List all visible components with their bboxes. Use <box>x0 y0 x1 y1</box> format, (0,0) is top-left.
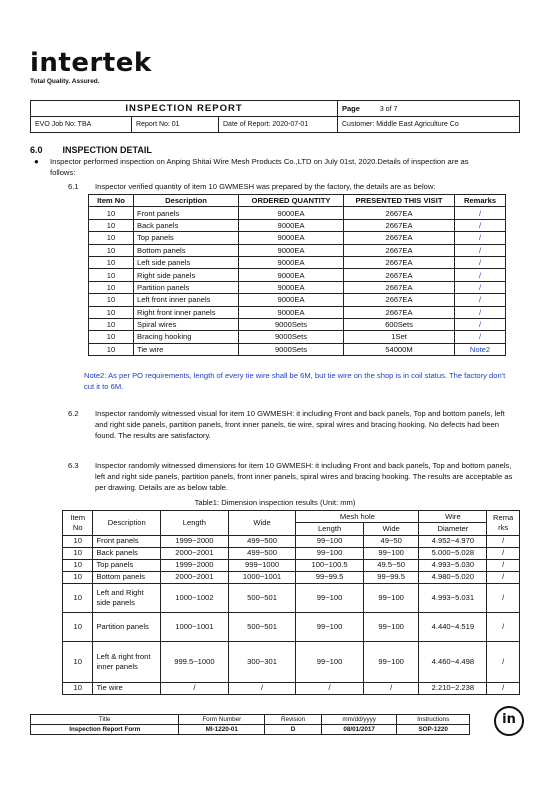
dim-mesh-length: 99~100 <box>296 641 363 682</box>
qty-presented: 2667EA <box>344 256 455 268</box>
dim-mesh-wide: 99~100 <box>363 583 419 612</box>
qty-presented: 2667EA <box>344 244 455 256</box>
footer-form-number-value: MI-1220-01 <box>179 725 265 735</box>
qty-presented: 2667EA <box>344 281 455 293</box>
dim-table-row <box>63 559 520 571</box>
qty-ordered: 9000EA <box>239 306 344 318</box>
dim-mesh-length: 99~100 <box>296 583 363 612</box>
qty-description: Back panels <box>134 219 239 231</box>
dim-wide: 500~501 <box>228 612 296 641</box>
dim-item-no: 10 <box>63 641 93 682</box>
quantity-table <box>88 194 506 356</box>
section-number: 6.0 <box>30 145 43 155</box>
dim-length: 2000~2001 <box>161 571 229 583</box>
dim-length: / <box>161 682 229 694</box>
dim-wide: 999~1000 <box>228 559 296 571</box>
qty-header-item: Item No <box>89 195 134 207</box>
dim-table-row <box>63 641 520 682</box>
dim-description: Front panels <box>93 535 161 547</box>
qty-presented: 2667EA <box>344 232 455 244</box>
dim-remarks: / <box>487 559 520 571</box>
dim-description: Left and Right side panels <box>93 583 161 612</box>
page-label: Page <box>342 104 360 113</box>
qty-ordered: 9000EA <box>239 207 344 219</box>
report-no: Report No: 01 <box>132 117 219 133</box>
qty-remarks: / <box>455 306 506 318</box>
p63-number: 6.3 <box>68 461 79 470</box>
dim-wire-diameter: 4.952~4.970 <box>419 535 487 547</box>
dim-item-no: 10 <box>63 535 93 547</box>
p61-text: Inspector verified quantity of item 10 GWMESH was prepared by the factory, the details are as below: <box>95 182 436 191</box>
qty-remarks: / <box>455 244 506 256</box>
footer-date-label: mm/dd/yyyy <box>321 715 396 725</box>
dim-description: Bottom panels <box>93 571 161 583</box>
qty-presented: 2667EA <box>344 294 455 306</box>
dim-header-mesh-hole: Mesh hole <box>296 511 419 523</box>
qty-remarks: / <box>455 331 506 343</box>
qty-item-no: 10 <box>89 331 134 343</box>
qty-ordered: 9000EA <box>239 294 344 306</box>
dim-mesh-length: 99~100 <box>296 535 363 547</box>
qty-item-no: 10 <box>89 244 134 256</box>
dim-remarks: / <box>487 612 520 641</box>
bullet-icon: ● <box>34 157 39 166</box>
dim-remarks: / <box>487 583 520 612</box>
qty-item-no: 10 <box>89 269 134 281</box>
qty-item-no: 10 <box>89 281 134 293</box>
dim-header-length: Length <box>161 511 229 536</box>
dim-header-wire: Wire <box>419 511 487 523</box>
badge-text: in <box>502 712 516 727</box>
dim-remarks: / <box>487 571 520 583</box>
dim-table-row <box>63 547 520 559</box>
section-title: INSPECTION DETAIL <box>62 145 152 155</box>
qty-remarks: / <box>455 207 506 219</box>
dim-mesh-wide: 49.5~50 <box>363 559 419 571</box>
dim-mesh-length: 100~100.5 <box>296 559 363 571</box>
dim-remarks: / <box>487 641 520 682</box>
p63-text: Inspector randomly witnessed dimensions for item 10 GWMESH: it including Front and back panels, Top and bottom panels, left and right side panels, partition panels, front inner panels, spiral wires and bracing hooking. The results are acceptable as per drawing. Details are as below table. <box>95 461 513 492</box>
evo-job-no: EVO Job No: TBA <box>31 117 132 133</box>
dim-remarks: / <box>487 547 520 559</box>
qty-ordered: 9000Sets <box>239 343 344 355</box>
qty-ordered: 9000EA <box>239 256 344 268</box>
qty-description: Tie wire <box>134 343 239 355</box>
dim-item-no: 10 <box>63 583 93 612</box>
dim-mesh-wide: 99~100 <box>363 612 419 641</box>
qty-item-no: 10 <box>89 343 134 355</box>
dim-item-no: 10 <box>63 547 93 559</box>
qty-item-no: 10 <box>89 306 134 318</box>
dim-table-row <box>63 583 520 612</box>
qty-table-row <box>89 232 506 244</box>
dim-mesh-wide: / <box>363 682 419 694</box>
footer-title-value: Inspection Report Form <box>31 725 179 735</box>
qty-remarks: / <box>455 219 506 231</box>
logo-wordmark: intertek <box>30 48 152 78</box>
form-footer <box>30 714 470 735</box>
dim-wide: 500~501 <box>228 583 296 612</box>
dim-header-item: Item No <box>63 511 93 536</box>
logo-tagline: Total Quality. Assured. <box>30 78 100 85</box>
qty-description: Left side panels <box>134 256 239 268</box>
dim-wire-diameter: 4.460~4.498 <box>419 641 487 682</box>
dim-header-wire-diameter: Diameter <box>419 523 487 535</box>
qty-remarks: / <box>455 294 506 306</box>
qty-description: Left front inner panels <box>134 294 239 306</box>
table1-caption: Table1: Dimension inspection results (Unit: mm) <box>194 498 356 507</box>
report-header <box>30 100 520 133</box>
dim-wire-diameter: 4.993~5.030 <box>419 559 487 571</box>
qty-ordered: 9000Sets <box>239 318 344 330</box>
qty-header-description: Description <box>134 195 239 207</box>
qty-remarks: / <box>455 232 506 244</box>
dim-length: 1999~2000 <box>161 535 229 547</box>
dim-remarks: / <box>487 682 520 694</box>
qty-item-no: 10 <box>89 294 134 306</box>
dim-item-no: 10 <box>63 571 93 583</box>
dim-item-no: 10 <box>63 682 93 694</box>
p62-text: Inspector randomly witnessed visual for item 10 GWMESH: it including Front and back panels, Top and bottom panels, left and right side panels, partition panels, front inner panels, tie wire, spiral wires and bracing hooking. No defects had been found. The results are satisfactory. <box>95 409 505 440</box>
dim-wide: 300~301 <box>228 641 296 682</box>
dim-header-mesh-wide: Wide <box>363 523 419 535</box>
qty-ordered: 9000EA <box>239 219 344 231</box>
dim-wide: 499~500 <box>228 547 296 559</box>
qty-description: Front panels <box>134 207 239 219</box>
dim-description: Tie wire <box>93 682 161 694</box>
dim-wide: 1000~1001 <box>228 571 296 583</box>
note2-text: Note2: As per PO requirements, length of every tie wire shall be 6M, but tie wire on the shop is in coil status. The factory don't cut it to 6M. <box>84 371 506 391</box>
qty-description: Spiral wires <box>134 318 239 330</box>
qty-table-row <box>89 294 506 306</box>
qty-table-row <box>89 207 506 219</box>
p61-number: 6.1 <box>68 182 79 191</box>
qty-presented: 2667EA <box>344 219 455 231</box>
footer-instructions-label: Instructions <box>397 715 470 725</box>
qty-presented: 54000M <box>344 343 455 355</box>
qty-header-remarks: Remarks <box>455 195 506 207</box>
qty-description: Bottom panels <box>134 244 239 256</box>
dim-length: 2000~2001 <box>161 547 229 559</box>
dim-mesh-wide: 99~99.5 <box>363 571 419 583</box>
dim-description: Left & right front inner panels <box>93 641 161 682</box>
dim-mesh-length: 99~99.5 <box>296 571 363 583</box>
qty-table-row <box>89 343 506 355</box>
qty-remarks: Note2 <box>455 343 506 355</box>
footer-revision-value: D <box>265 725 322 735</box>
dim-header-mesh-length: Length <box>296 523 363 535</box>
dim-table-row <box>63 571 520 583</box>
dim-mesh-wide: 49~50 <box>363 535 419 547</box>
section-heading <box>30 145 152 155</box>
report-title: INSPECTION REPORT <box>31 101 338 117</box>
qty-item-no: 10 <box>89 256 134 268</box>
dim-wire-diameter: 4.993~5.031 <box>419 583 487 612</box>
qty-presented: 2667EA <box>344 269 455 281</box>
dim-mesh-wide: 99~100 <box>363 547 419 559</box>
qty-header-ordered: ORDERED QUANTITY <box>239 195 344 207</box>
qty-ordered: 9000EA <box>239 281 344 293</box>
qty-item-no: 10 <box>89 219 134 231</box>
dim-table-row <box>63 682 520 694</box>
dim-table-row <box>63 612 520 641</box>
dim-description: Back panels <box>93 547 161 559</box>
qty-item-no: 10 <box>89 318 134 330</box>
footer-instructions-value: SOP-1220 <box>397 725 470 735</box>
qty-description: Top panels <box>134 232 239 244</box>
dim-header-remarks: Rema rks <box>487 511 520 536</box>
qty-ordered: 9000EA <box>239 269 344 281</box>
dim-mesh-length: 99~100 <box>296 547 363 559</box>
qty-description: Bracing hooking <box>134 331 239 343</box>
page-value: 3 of 7 <box>379 106 398 113</box>
dim-length: 1000~1001 <box>161 612 229 641</box>
dim-header-description: Description <box>93 511 161 536</box>
qty-description: Right front inner panels <box>134 306 239 318</box>
footer-form-number-label: Form Number <box>179 715 265 725</box>
footer-date-value: 08/01/2017 <box>321 725 396 735</box>
qty-item-no: 10 <box>89 232 134 244</box>
qty-remarks: / <box>455 318 506 330</box>
customer: Customer: Middle East Agriculture Co <box>338 117 520 133</box>
qty-ordered: 9000EA <box>239 244 344 256</box>
page-indicator <box>338 101 520 117</box>
dim-wide: / <box>228 682 296 694</box>
intro-paragraph: Inspector performed inspection on Anping Shitai Wire Mesh Products Co.,LTD on July 01st, 2020.Details of inspection are as follows: <box>50 157 469 177</box>
dim-table-row <box>63 535 520 547</box>
qty-presented: 1Set <box>344 331 455 343</box>
dim-remarks: / <box>487 535 520 547</box>
dim-length: 999.5~1000 <box>161 641 229 682</box>
footer-revision-label: Revision <box>265 715 322 725</box>
dim-wire-diameter: 4.440~4.519 <box>419 612 487 641</box>
qty-item-no: 10 <box>89 207 134 219</box>
qty-header-presented: PRESENTED THIS VISIT <box>344 195 455 207</box>
qty-description: Right side panels <box>134 269 239 281</box>
dim-mesh-wide: 99~100 <box>363 641 419 682</box>
dim-description: Partition panels <box>93 612 161 641</box>
dim-description: Top panels <box>93 559 161 571</box>
qty-table-row <box>89 318 506 330</box>
qty-table-row <box>89 306 506 318</box>
qty-table-row <box>89 219 506 231</box>
intertek-logo <box>30 50 152 85</box>
qty-ordered: 9000EA <box>239 232 344 244</box>
dim-wide: 499~500 <box>228 535 296 547</box>
dim-mesh-length: / <box>296 682 363 694</box>
p62-number: 6.2 <box>68 409 79 418</box>
qty-table-row <box>89 244 506 256</box>
qty-table-row <box>89 269 506 281</box>
qty-description: Partition panels <box>134 281 239 293</box>
qty-presented: 2667EA <box>344 207 455 219</box>
qty-table-row <box>89 256 506 268</box>
in-badge-icon <box>494 706 524 736</box>
qty-remarks: / <box>455 256 506 268</box>
dimension-table <box>62 510 520 695</box>
qty-presented: 600Sets <box>344 318 455 330</box>
dim-wire-diameter: 5.000~5.028 <box>419 547 487 559</box>
qty-table-row <box>89 281 506 293</box>
qty-remarks: / <box>455 281 506 293</box>
dim-item-no: 10 <box>63 612 93 641</box>
dim-header-wide: Wide <box>228 511 296 536</box>
dim-length: 1000~1002 <box>161 583 229 612</box>
qty-table-row <box>89 331 506 343</box>
dim-wire-diameter: 4.980~5.020 <box>419 571 487 583</box>
dim-item-no: 10 <box>63 559 93 571</box>
qty-ordered: 9000Sets <box>239 331 344 343</box>
footer-title-label: Title <box>31 715 179 725</box>
qty-remarks: / <box>455 269 506 281</box>
dim-length: 1999~2000 <box>161 559 229 571</box>
dim-wire-diameter: 2.210~2.238 <box>419 682 487 694</box>
qty-presented: 2667EA <box>344 306 455 318</box>
dim-mesh-length: 99~100 <box>296 612 363 641</box>
report-date: Date of Report: 2020-07-01 <box>219 117 338 133</box>
